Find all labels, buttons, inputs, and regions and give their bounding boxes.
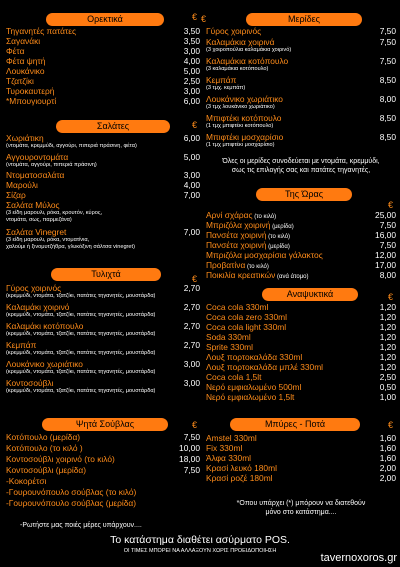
item-name: Sprite 330ml bbox=[206, 342, 254, 352]
menu-item bbox=[206, 312, 396, 322]
item-note: (κρεμμύδι, ντομάτα, τζατζίκι, πατάτες τηγανητές, μουστάρδα) bbox=[6, 331, 156, 337]
item-name: Τηγανητές πατάτες bbox=[6, 26, 77, 36]
item-name: Μπιφτέκι κοτόπουλο bbox=[206, 113, 282, 123]
menu-item bbox=[206, 372, 396, 382]
item-price: 16,00 bbox=[375, 230, 396, 240]
item-price: 10,00 bbox=[179, 443, 200, 453]
item-price: 1,00 bbox=[379, 392, 396, 402]
item-price: 7,50 bbox=[379, 220, 396, 230]
brand-watermark: tavernoxoros.gr bbox=[320, 552, 397, 564]
item-name: Σίζαρ bbox=[6, 190, 26, 200]
item-name: Κεμπάπ bbox=[6, 340, 37, 350]
item-name: Μαρούλι bbox=[6, 180, 38, 190]
item-name: Coca cola 1,5lt bbox=[206, 372, 262, 382]
item-name: Soda 330ml bbox=[206, 332, 251, 342]
currency-symbol: € bbox=[201, 14, 207, 24]
menu-item bbox=[206, 260, 396, 270]
item-name: Σαλάτα Vinegret bbox=[6, 227, 67, 237]
item-price: 1,60 bbox=[379, 453, 396, 463]
item-price: 1,20 bbox=[379, 322, 396, 332]
menu-item bbox=[206, 270, 396, 280]
section-header-merides: Μερίδες bbox=[246, 13, 362, 26]
menu-item bbox=[206, 433, 396, 443]
pos-notice: Το κατάστημα διαθέτει ασύρματο POS. bbox=[110, 534, 290, 546]
item-price: 3,00 bbox=[183, 86, 200, 96]
price-disclaimer: ΟΙ ΤΙΜΕΣ ΜΠΟΡΕΙ ΝΑ ΑΛΛΑΞΟΥΝ ΧΩΡΙΣ ΠΡΟΕΙΔΟΠΟΙΗΣΗ bbox=[123, 548, 277, 554]
item-name: Λουκάνικο χωριάτικο bbox=[6, 359, 83, 369]
item-name: Fix 330ml bbox=[206, 443, 243, 453]
item-price: 7,50 bbox=[379, 26, 396, 36]
menu-item bbox=[6, 190, 200, 200]
menu-item bbox=[206, 37, 396, 47]
item-price: 7,50 bbox=[379, 56, 396, 66]
item-note: (κρεμμύδι, ντομάτα, τζατζίκι, πατάτες τηγανητές, μουστάρδα) bbox=[6, 350, 156, 356]
item-name: *Μπουγιουρτί bbox=[6, 96, 57, 106]
item-price: 1,60 bbox=[379, 433, 396, 443]
menu-item bbox=[206, 113, 396, 123]
item-note: (1 τμχ μπιφτέκι κοτόπουλο) bbox=[206, 123, 274, 129]
menu-item bbox=[206, 75, 396, 85]
item-name: Φέτα ψητή bbox=[6, 56, 46, 66]
item-name: Κεμπάπ bbox=[206, 75, 237, 85]
item-price: 3,00 bbox=[183, 170, 200, 180]
item-name: Νερό εμφιαλωμένο 1,5lt bbox=[206, 392, 295, 402]
menu-item bbox=[6, 476, 200, 486]
item-qualifier: (μερίδα) bbox=[266, 244, 290, 250]
menu-item bbox=[6, 170, 200, 180]
item-price: 1,20 bbox=[379, 302, 396, 312]
item-price: 8,00 bbox=[379, 270, 396, 280]
item-note: (ντομάτα, κρεμμύδι, αγγούρι, πιπεριά πράσινη, φέτα) bbox=[6, 143, 137, 149]
item-price: 2,70 bbox=[183, 321, 200, 331]
menu-item bbox=[206, 240, 396, 250]
item-name: Ποικιλία κρεατικών (ανά άτομο) bbox=[206, 270, 309, 280]
menu-item bbox=[6, 46, 200, 56]
item-note: (3 χοιροπούλια καλαμάκια χοιρινό) bbox=[206, 47, 292, 53]
currency-symbol: € bbox=[191, 420, 197, 430]
item-name: Προβατίνα (το κιλό) bbox=[206, 260, 269, 270]
item-name: Λουκάνικο χωριάτικο bbox=[206, 94, 283, 104]
item-price: 3,00 bbox=[183, 359, 200, 369]
item-name: Coca cola light 330ml bbox=[206, 322, 287, 332]
item-name: Κοντοσούβλι (μερίδα) bbox=[6, 465, 87, 475]
menu-item bbox=[206, 94, 396, 104]
menu-item bbox=[6, 96, 200, 106]
section-header-anapsyktika: Αναψυκτικά bbox=[262, 288, 358, 301]
item-name: -Γουρουνόπουλο σούβλας (το κιλό) bbox=[6, 487, 137, 497]
menu-item bbox=[6, 180, 200, 190]
item-name: Λουκάνικο bbox=[6, 66, 45, 76]
item-price: 2,70 bbox=[183, 283, 200, 293]
section-header-salates: Σαλάτες bbox=[56, 120, 170, 133]
item-name: -Κοκορέτσι bbox=[6, 476, 47, 486]
item-note: ντομάτα, σως, παρμεζάνα) bbox=[6, 217, 72, 223]
item-price: 8,50 bbox=[379, 75, 396, 85]
item-price: 3,50 bbox=[183, 26, 200, 36]
merides-info-line1: Όλες οι μερίδες συνοδεύεται με ντομάτα, κρεμμύδι, bbox=[222, 158, 380, 165]
menu-item bbox=[206, 352, 396, 362]
currency-symbol: € bbox=[191, 274, 197, 284]
item-price: 6,00 bbox=[183, 133, 200, 143]
menu-item bbox=[206, 132, 396, 142]
item-price: 3,00 bbox=[183, 378, 200, 388]
item-name: Μπριζόλα μοσχαρίσια γάλακτος bbox=[206, 250, 323, 260]
section-header-tylixta: Τυλιχτά bbox=[51, 268, 161, 281]
item-price: 1,20 bbox=[379, 352, 396, 362]
item-name: Τυροκαυτερή bbox=[6, 86, 55, 96]
currency-symbol: € bbox=[387, 420, 393, 430]
item-qualifier: (ανά άτομο) bbox=[275, 274, 309, 280]
item-name: Coca cola 330ml bbox=[206, 302, 269, 312]
item-price: 5,00 bbox=[183, 66, 200, 76]
item-name: Coca cola zero 330ml bbox=[206, 312, 287, 322]
item-name: Amstel 330ml bbox=[206, 433, 257, 443]
item-note: (κρεμμύδι, ντομάτα, τζατζίκι, πατάτες τηγανητές, μουστάρδα) bbox=[6, 369, 156, 375]
menu-item bbox=[6, 302, 200, 312]
item-price: 4,00 bbox=[183, 180, 200, 190]
section-header-mpires: Μπύρες - Ποτά bbox=[230, 418, 360, 431]
item-price: 8,00 bbox=[379, 94, 396, 104]
item-name: Λουξ πορτοκαλάδα μπλέ 330ml bbox=[206, 362, 324, 372]
item-price: 7,00 bbox=[183, 190, 200, 200]
currency-symbol: € bbox=[191, 120, 197, 130]
menu-item bbox=[6, 133, 200, 143]
item-name: Τζατζίκι bbox=[6, 76, 34, 86]
item-name: Αγγουροντομάτα bbox=[6, 152, 69, 162]
item-name: Κοντοσούβλι bbox=[6, 378, 54, 388]
item-price: 7,00 bbox=[183, 227, 200, 237]
menu-item bbox=[6, 200, 200, 210]
item-name: Καλαμάκι χοιρινό bbox=[6, 302, 70, 312]
item-name: -Γουρουνόπουλο σούβλας (μερίδα) bbox=[6, 498, 137, 508]
item-name: Κρασί ροζέ 180ml bbox=[206, 473, 273, 483]
item-price: 18,00 bbox=[179, 454, 200, 464]
merides-info-line2: σως τις επιλογής σας και πατάτες τηγανητές, bbox=[231, 167, 371, 174]
item-name: Κοτόπουλο (μερίδα) bbox=[6, 432, 81, 442]
currency-symbol: € bbox=[387, 292, 393, 302]
item-name: Καλαμάκια κοτόπουλο bbox=[206, 56, 289, 66]
item-price: 7,50 bbox=[183, 432, 200, 442]
item-name: Καλαμάκια χοιρινά bbox=[206, 37, 275, 47]
item-note: χαλούμι ή ξινομυτζήθρα, γλυκόξινη σάλτσα vinegret) bbox=[6, 244, 135, 250]
menu-item bbox=[206, 443, 396, 453]
item-price: 17,00 bbox=[375, 260, 396, 270]
item-note: (3 καλαμάκια κοτόπουλο) bbox=[206, 66, 269, 72]
item-name: Κοτόπουλο (το κιλό ) bbox=[6, 443, 83, 453]
item-price: 2,70 bbox=[183, 302, 200, 312]
ask-note: -Ρωτήστε μας ποιές μέρες υπάρχουν.... bbox=[20, 522, 142, 529]
item-price: 2,50 bbox=[183, 76, 200, 86]
section-header-souvlakia: Ψητά Σούβλας bbox=[42, 418, 168, 431]
item-name: Μπιφτέκι μοσχαρίσιο bbox=[206, 132, 284, 142]
item-name: Πανσέτα χοιρινή (μερίδα) bbox=[206, 240, 290, 250]
menu-item bbox=[6, 443, 200, 453]
item-price: 25,00 bbox=[375, 210, 396, 220]
menu-item bbox=[206, 392, 396, 402]
menu-item bbox=[206, 473, 396, 483]
item-note: (1 τμχ μπιφτέκι μοσχαρίσιο) bbox=[206, 142, 275, 148]
item-price: 4,00 bbox=[183, 56, 200, 66]
menu-item bbox=[6, 465, 200, 475]
menu-item bbox=[6, 227, 200, 237]
item-note: (3 τμχ λουκάνικο χωριάτικο) bbox=[206, 104, 275, 110]
currency-symbol: € bbox=[191, 12, 197, 22]
menu-item bbox=[206, 210, 396, 220]
menu-item bbox=[6, 56, 200, 66]
item-qualifier: (μερίδα) bbox=[270, 224, 294, 230]
item-price: 8,50 bbox=[379, 113, 396, 123]
menu-item bbox=[6, 152, 200, 162]
menu-item bbox=[6, 26, 200, 36]
item-name: Κρασί λευκό 180ml bbox=[206, 463, 277, 473]
menu-item bbox=[206, 250, 396, 260]
menu-item bbox=[6, 378, 200, 388]
item-price: 1,60 bbox=[379, 443, 396, 453]
menu-item bbox=[206, 56, 396, 66]
menu-item bbox=[206, 322, 396, 332]
item-name: Χωριάτικη bbox=[6, 133, 44, 143]
menu-item bbox=[206, 220, 396, 230]
item-price: 2,70 bbox=[183, 340, 200, 350]
item-name: Καλαμάκι κοτόπουλο bbox=[6, 321, 84, 331]
item-price: 1,20 bbox=[379, 312, 396, 322]
menu-item bbox=[6, 487, 200, 497]
menu-item bbox=[206, 342, 396, 352]
menu-item bbox=[6, 359, 200, 369]
item-price: 3,00 bbox=[183, 46, 200, 56]
item-name: Νερό εμφιαλωμένο 500ml bbox=[206, 382, 302, 392]
menu-item bbox=[6, 36, 200, 46]
item-price: 6,00 bbox=[183, 96, 200, 106]
item-name: Κοντοσούβλι χοιρινό (το κιλό) bbox=[6, 454, 115, 464]
item-price: 2,50 bbox=[379, 372, 396, 382]
menu-item bbox=[6, 340, 200, 350]
menu-item bbox=[206, 230, 396, 240]
item-name: Λουξ πορτοκαλάδα 330ml bbox=[206, 352, 303, 362]
section-header-oras: Της Ώρας bbox=[256, 188, 352, 201]
item-price: 2,00 bbox=[379, 473, 396, 483]
menu-item bbox=[6, 76, 200, 86]
item-price: 8,50 bbox=[379, 132, 396, 142]
menu-item bbox=[6, 66, 200, 76]
item-price: 2,00 bbox=[379, 463, 396, 473]
menu-item bbox=[6, 283, 200, 293]
item-name: Αρνί σχάρας (το κιλό) bbox=[206, 210, 277, 220]
item-note: (ντομάτα, αγγούρι, πιπεριά πράσινη) bbox=[6, 162, 97, 168]
item-note: (3 τμχ. κεμπάπ) bbox=[206, 85, 246, 91]
menu-item bbox=[206, 382, 396, 392]
item-price: 7,50 bbox=[379, 240, 396, 250]
menu-item bbox=[206, 453, 396, 463]
menu-item bbox=[6, 321, 200, 331]
item-qualifier: (το κιλό) bbox=[266, 234, 291, 240]
menu-item bbox=[206, 463, 396, 473]
item-price: 12,00 bbox=[375, 250, 396, 260]
item-note: (κρεμμύδι, ντομάτα, τζατζίκι, πατάτες τηγανητές, μουστάρδα) bbox=[6, 388, 156, 394]
menu-item bbox=[6, 432, 200, 442]
item-name: Άλφα 330ml bbox=[206, 453, 252, 463]
item-qualifier: (το κιλό) bbox=[252, 214, 277, 220]
menu-item bbox=[206, 302, 396, 312]
item-note: (κρεμμύδι, ντομάτα, τζατζίκι, πατάτες τηγανητές, μουστάρδα) bbox=[6, 293, 156, 299]
item-name: Φέτα bbox=[6, 46, 25, 56]
item-name: Σαλάτα Μύλος bbox=[6, 200, 60, 210]
asterisk-note-line1: *Οπου υπάρχει (*) μπόρουν να διατεθούν bbox=[236, 500, 366, 507]
section-header-orektika: Ορεκτικά bbox=[46, 13, 164, 26]
item-name: Γύρος χοιρινός bbox=[6, 283, 62, 293]
item-name: Ντοματοσαλάτα bbox=[6, 170, 65, 180]
menu-item bbox=[206, 362, 396, 372]
item-price: 1,20 bbox=[379, 362, 396, 372]
item-note: (κρεμμύδι, ντομάτα, τζατζίκι, πατάτες τηγανητές, μουστάρδα) bbox=[6, 312, 156, 318]
menu-item bbox=[206, 26, 396, 36]
item-name: Πανσέτα χοιρινή (το κιλό) bbox=[206, 230, 291, 240]
item-name: Σαγανάκι bbox=[6, 36, 41, 46]
item-price: 3,50 bbox=[183, 36, 200, 46]
item-qualifier: (το κιλό) bbox=[245, 264, 269, 270]
item-note: (3 είδη μαρουλι, ρόκα, ντοματίνια, bbox=[6, 237, 90, 243]
item-price: 7,50 bbox=[183, 465, 200, 475]
asterisk-note-line2: μόνο στο κατάστημα.... bbox=[265, 509, 337, 516]
item-price: 0,50 bbox=[379, 382, 396, 392]
menu-item bbox=[6, 498, 200, 508]
item-price: 5,00 bbox=[183, 152, 200, 162]
currency-symbol: € bbox=[387, 200, 393, 210]
menu-item bbox=[6, 86, 200, 96]
item-name: Γύρος χοιρινός bbox=[206, 26, 262, 36]
item-price: 1,20 bbox=[379, 342, 396, 352]
item-price: 7,50 bbox=[379, 37, 396, 47]
menu-item bbox=[206, 332, 396, 342]
menu-item bbox=[6, 454, 200, 464]
item-price: 1,20 bbox=[379, 332, 396, 342]
item-name: Μπριζόλα χοιρινή (μερίδα) bbox=[206, 220, 294, 230]
item-note: (3 είδη μαρουλι, ρόκα, κρουτόν, κύρος, bbox=[6, 210, 103, 216]
